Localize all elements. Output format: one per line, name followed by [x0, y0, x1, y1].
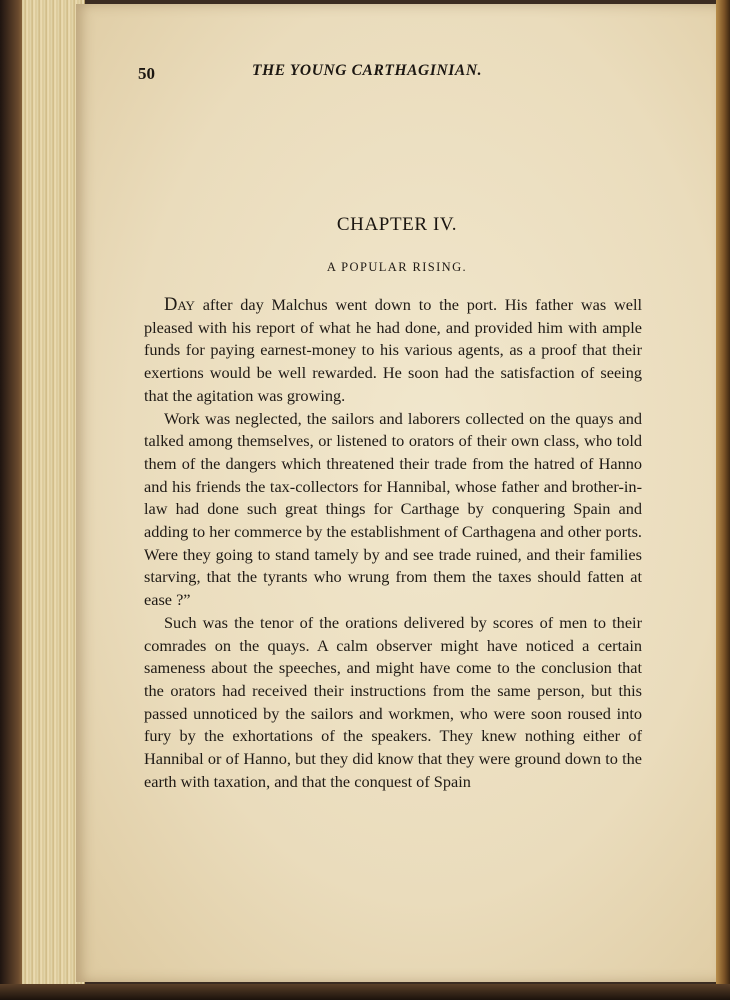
right-page-edge: [716, 0, 730, 1000]
paragraph-1: [144, 294, 642, 408]
bottom-edge: [0, 984, 730, 1000]
body-text: [144, 294, 642, 793]
page-number: 50: [138, 64, 155, 83]
paragraph-2: Work was neglected, the sailors and laborers collected on the quays and talked among themselves, or listened to orators of their own class, who told them of the dangers which threatened their trade from the hatred of Hanno and his friends the tax-collectors for Hannibal, whose father and brother-in-law had done such great things for Carthage by conquering Spain and adding to her commerce by the establishment of Carthagena and other ports. Were they going to stand tamely by and see trade ruined, and their families starving, that the tyrants who wrung from them the taxes should fatten at ease ?”: [144, 408, 642, 610]
paragraph-lead-word: Day: [164, 295, 195, 315]
running-head: [138, 60, 658, 84]
chapter-heading: CHAPTER IV.: [336, 214, 458, 235]
paragraph-3: Such was the tenor of the orations delivered by scores of men to their comrades on the quays. A calm observer might have noticed a certain sameness about the speeches, and might have come to the conclusion that the orators had received their instructions from the same person, but this passed unnoticed by the sailors and workmen, who were soon roused into fury by the exhortations of the speakers. They knew nothing either of Hannibal or of Hanno, but they did know that they were ground down to the earth with taxation, and that the conquest of Spain: [144, 612, 642, 791]
running-title: THE YOUNG CARTHAGINIAN.: [252, 62, 483, 79]
paragraph-text: after day Malchus went down to the port. His father was well pleased with his report of what he had done, and provided him with ample funds for paying earnest-money to his various agents, as a proof that their exertions would be well rewarded. He soon had the satisfaction of seeing that the agitation was growing.: [144, 295, 642, 405]
chapter-subtitle: A POPULAR RISING.: [326, 260, 468, 274]
